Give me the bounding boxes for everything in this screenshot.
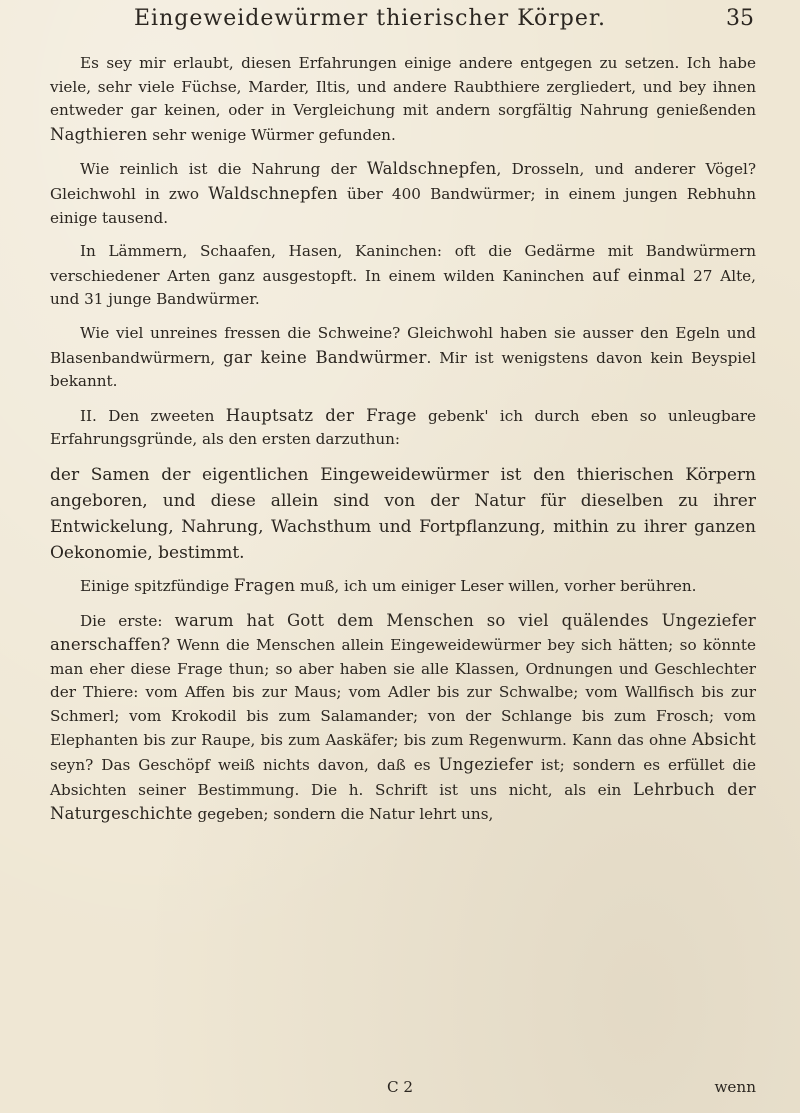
paragraph [50, 609, 756, 827]
text-run: Wie reinlich ist die Nahrung der [80, 160, 367, 179]
body-text [50, 52, 756, 837]
emphasized-text: Ungeziefer [438, 755, 533, 775]
text-run: über 400 Bandwürmer; in einem jungen Rebhuhn einige tausend. [50, 184, 756, 227]
text-run: . Mir ist wenigstens davon kein Beyspiel bekannt. [50, 348, 756, 391]
paragraph [50, 52, 756, 147]
page-number: 35 [726, 6, 754, 31]
text-run: , Drosseln, und anderer Vögel? Gleichwohl in zwo [50, 160, 756, 203]
text-run: II. Den zweeten [80, 406, 226, 425]
emphasized-text: Waldschnepfen [366, 159, 497, 179]
text-run: gebenk' ich durch eben so unleugbare Erfahrungsgründe, als den ersten darzuthun: [50, 406, 756, 449]
paragraph [50, 240, 756, 312]
running-head: Eingeweidewürmer thierischer Körper. [134, 6, 606, 31]
text-run: Die erste: [80, 611, 175, 630]
text-run: gegeben; sondern die Natur lehrt uns, [192, 805, 494, 824]
text-run: Wenn die Menschen allein Eingeweidewürmer bey sich hätten; so könnte man eher diese Frage thun; so aber haben sie alle Klassen, Ordnungen und Geschlechter der Thiere: vom Affen bis zur Maus; vom Adler bis zur Schwalbe; vom Wallfisch bis zur Schmerl; vom Krokodil bis zum Salamander; von der Schlange bis zum Frosch; vom Elephanten bis zur Raupe, bis zum Aaskäfer; bis zum Regenwurm. Kann das ohne [50, 636, 756, 750]
text-run: Wie viel unreines fressen die Schweine? Gleichwohl haben sie ausser den Egeln und Blasenbandwürmern, [50, 323, 756, 367]
text-run: der Samen der eigentlichen Eingeweidewürmer ist den thierischen Körpern angeboren, und diese allein sind von der Natur für dieselben zu ihrer Entwickelung, Nahrung, Wachsthum und Fortpflanzung, mithin zu ihrer ganzen Oekonomie, bestimmt. [50, 464, 756, 563]
emphasized-text: Hauptsatz der Frage [225, 405, 417, 425]
paragraph [50, 157, 756, 230]
emphasized-text: auf einmal [592, 265, 686, 285]
paragraph [50, 322, 756, 394]
catchword: wenn [714, 1078, 756, 1096]
text-run: sehr wenige Würmer gefunden. [147, 125, 396, 144]
emphasized-text: gar keine Bandwürmer [223, 347, 427, 367]
signature-mark: C 2 [386, 1078, 414, 1096]
text-run: Einige spitzfündige [80, 576, 234, 595]
text-run: Es sey mir erlaubt, diesen Erfahrungen einige andere entgegen zu setzen. Ich habe viele, sehr viele Füchse, Marder, Iltis, und andere Raubthiere zergliedert, und bey ihnen entweder gar keinen, oder in Vergleichung mit andern sorgfältig Nahrung genießenden [50, 54, 756, 120]
text-run: ist; sondern es erfüllet die Absichten seiner Bestimmung. Die h. Schrift ist uns nicht, als ein [50, 756, 756, 799]
thesis-paragraph [50, 462, 756, 566]
text-run: 27 Alte, und 31 junge Bandwürmer. [50, 266, 756, 309]
emphasized-text: Fragen [233, 575, 296, 595]
paragraph [50, 574, 756, 599]
emphasized-text: Nagthieren [50, 124, 148, 144]
paragraph [50, 404, 756, 452]
emphasized-text: warum hat Gott dem Menschen so viel quälendes Ungeziefer anerschaffen? [50, 610, 756, 655]
text-run: seyn? Das Geschöpf weiß nichts davon, daß es [50, 756, 439, 775]
page-header [40, 6, 760, 42]
emphasized-text: Waldschnepfen [208, 183, 338, 203]
emphasized-text: Lehrbuch der Naturgeschichte [50, 779, 756, 824]
text-run: In Lämmern, Schaafen, Hasen, Kaninchen: oft die Gedärme mit Bandwürmern verschiedener Arten ganz ausgestopft. In einem wilden Kaninchen [50, 242, 756, 285]
emphasized-text: Absicht [691, 730, 756, 750]
text-run: muß, ich um einiger Leser willen, vorher berühren. [295, 576, 697, 595]
